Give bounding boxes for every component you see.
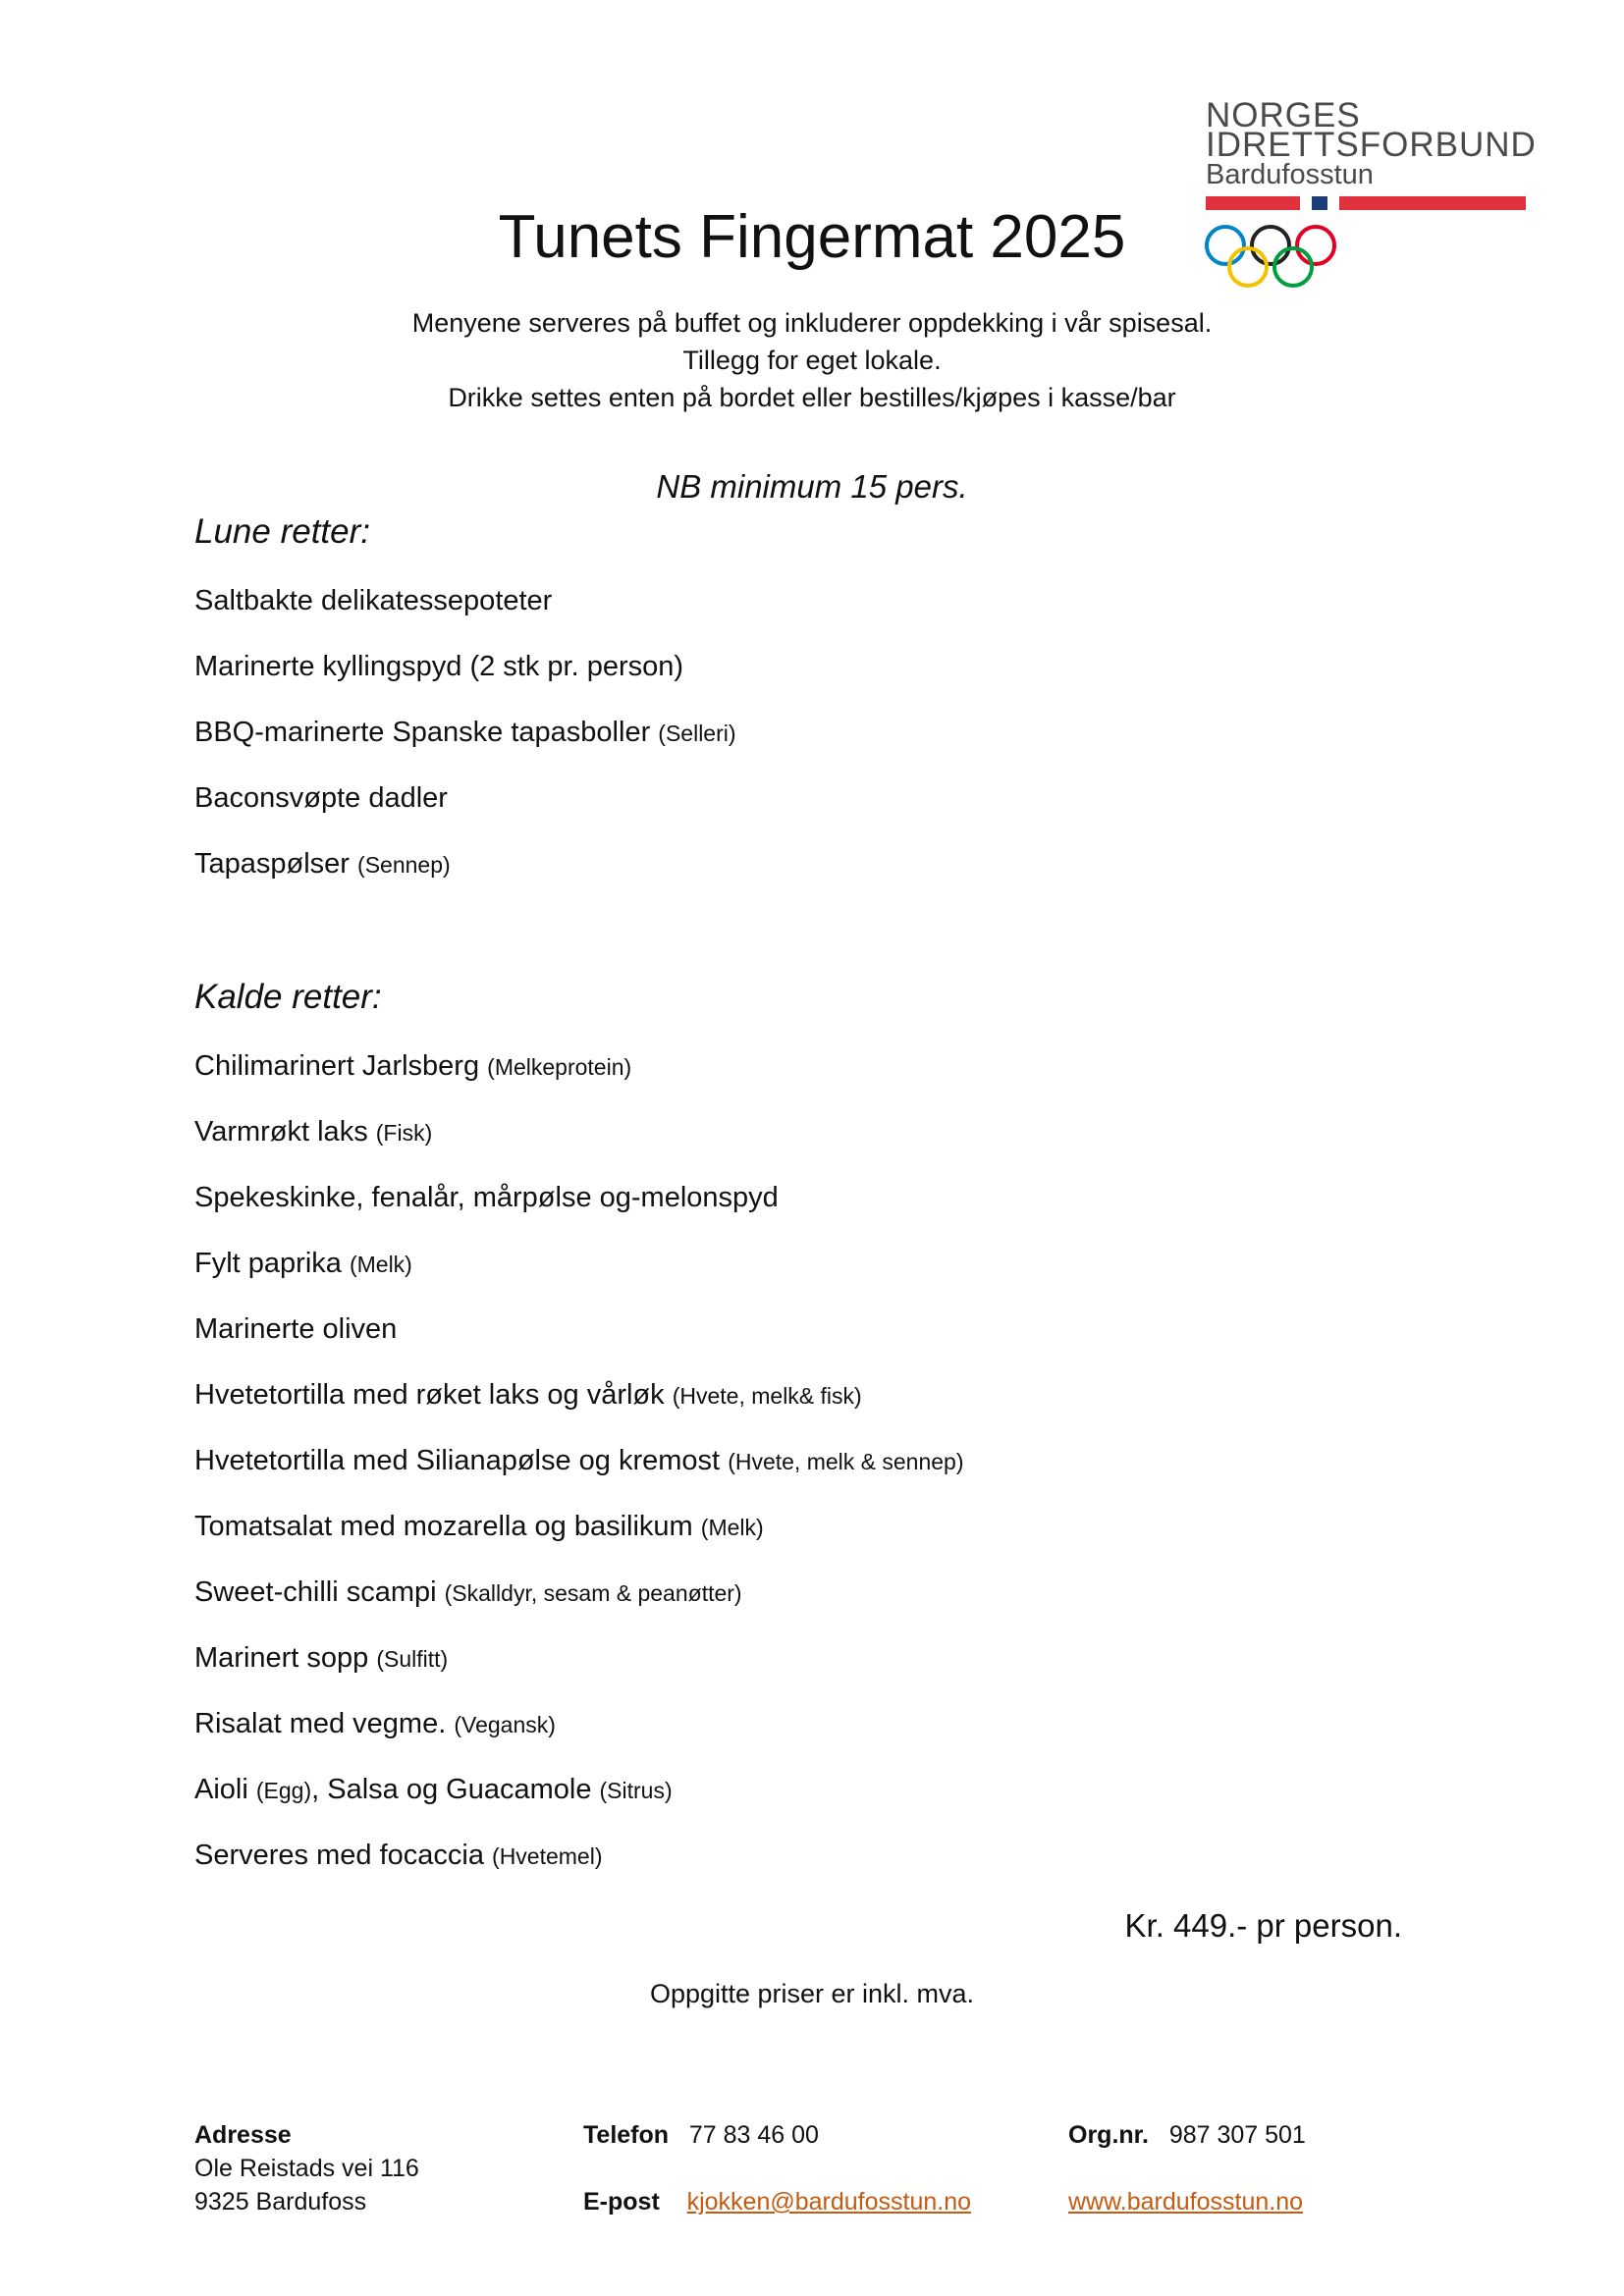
- allergen-label: (Melkeprotein): [487, 1054, 632, 1080]
- phone-number: 77 83 46 00: [688, 2121, 819, 2149]
- dish-name: BBQ-marinerte Spanske tapasboller: [194, 717, 651, 748]
- menu-item: [194, 1638, 964, 1704]
- dish-name: Marinerte oliven: [194, 1313, 398, 1345]
- email-label: E-post: [583, 2188, 660, 2216]
- footer-phone: [583, 2118, 819, 2152]
- menu-item: [194, 1704, 964, 1770]
- allergen-label: (Sitrus): [599, 1778, 673, 1803]
- price-per-person: Kr. 449.- pr person.: [1124, 1907, 1402, 1944]
- dish-name: Hvetetortilla med røket laks og vårløk: [194, 1379, 665, 1411]
- phone-label: Telefon: [583, 2121, 670, 2149]
- website-link[interactable]: www.bardufosstun.no: [1068, 2188, 1304, 2216]
- org-number: 987 307 501: [1168, 2121, 1306, 2149]
- dish-name: Serveres med focaccia: [194, 1840, 484, 1871]
- dish-name: Tapaspølser: [194, 848, 350, 880]
- dish-name-continued: , Salsa og Guacamole: [311, 1774, 592, 1805]
- intro-line: Drikke settes enten på bordet eller bestilles/kjøpes i kasse/bar: [448, 383, 1176, 412]
- allergen-label: (Melk): [700, 1515, 764, 1540]
- logo-text-norges: NORGES: [1206, 96, 1361, 134]
- dish-name: Marinerte kyllingspyd (2 stk pr. person): [194, 651, 684, 682]
- menu-item: [194, 647, 736, 713]
- menu-item: [194, 581, 736, 647]
- dish-name: Varmrøkt laks: [194, 1116, 368, 1148]
- allergen-label: (Selleri): [658, 721, 736, 746]
- intro-line: Menyene serveres på buffet og inkluderer oppdekking i vår spisesal.: [411, 308, 1213, 338]
- footer-email: [583, 2185, 971, 2218]
- allergen-label: (Vegansk): [454, 1712, 556, 1737]
- logo-text-bardufosstun: Bardufosstun: [1206, 159, 1374, 190]
- dish-name: Baconsvøpte dadler: [194, 782, 448, 814]
- allergen-label: (Skalldyr, sesam & peanøtter): [444, 1580, 742, 1606]
- org-label: Org.nr.: [1068, 2121, 1149, 2149]
- dish-name: Marinert sopp: [194, 1642, 369, 1674]
- dish-name: Hvetetortilla med Silianapølse og kremost: [194, 1445, 721, 1476]
- allergen-label: (Hvete, melk & sennep): [728, 1449, 964, 1474]
- address-line: Ole Reistads vei 116: [194, 2155, 419, 2182]
- menu-item: [194, 1046, 964, 1112]
- menu-item: [194, 1836, 964, 1901]
- page-title: Tunets Fingermat 2025: [498, 203, 1126, 271]
- footer-org: [1068, 2118, 1306, 2152]
- dish-name: Saltbakte delikatessepoteter: [194, 585, 553, 616]
- dish-name: Fylt paprika: [194, 1248, 342, 1279]
- allergen-label: (Hvete, melk& fisk): [672, 1383, 862, 1409]
- menu-item: [194, 1375, 964, 1441]
- footer-address: [194, 2118, 419, 2218]
- address-label: Adresse: [194, 2121, 292, 2149]
- warm-dishes-heading: Lune retter:: [194, 512, 370, 551]
- allergen-label: (Sennep): [357, 852, 451, 878]
- menu-item: [194, 1178, 964, 1244]
- menu-item: [194, 1573, 964, 1638]
- menu-item: [194, 713, 736, 778]
- allergen-label: (Fisk): [375, 1120, 433, 1146]
- dish-name: Spekeskinke, fenalår, mårpølse og-melonspyd: [194, 1182, 779, 1213]
- intro-line: Tillegg for eget lokale.: [682, 346, 942, 375]
- menu-item: [194, 1309, 964, 1375]
- footer-web: [1068, 2185, 1303, 2218]
- dish-name: Tomatsalat med mozarella og basilikum: [194, 1511, 693, 1542]
- menu-item: [194, 1112, 964, 1178]
- cold-dishes-heading: Kalde retter:: [194, 978, 382, 1016]
- vat-note: Oppgitte priser er inkl. mva.: [649, 1979, 975, 2008]
- dish-name: Aioli: [194, 1774, 248, 1805]
- warm-dishes-list: [194, 581, 736, 910]
- allergen-label: (Hvetemel): [492, 1843, 603, 1869]
- menu-item: [194, 1507, 964, 1573]
- address-line: 9325 Bardufoss: [194, 2188, 367, 2216]
- allergen-label: (Egg): [255, 1778, 312, 1803]
- menu-item: [194, 1244, 964, 1309]
- minimum-note: NB minimum 15 pers.: [656, 468, 968, 505]
- menu-item: [194, 844, 736, 910]
- allergen-label: (Sulfitt): [376, 1646, 449, 1672]
- email-link[interactable]: kjokken@bardufosstun.no: [686, 2188, 972, 2216]
- dish-name: Risalat med vegme.: [194, 1708, 447, 1739]
- dish-name: Chilimarinert Jarlsberg: [194, 1050, 480, 1082]
- menu-item: [194, 778, 736, 844]
- intro-text: [0, 304, 1624, 416]
- cold-dishes-list: [194, 1046, 964, 1901]
- allergen-label: (Melk): [349, 1252, 412, 1277]
- dish-name: Sweet-chilli scampi: [194, 1576, 437, 1608]
- menu-item: [194, 1770, 964, 1836]
- logo-text-idrettsforbund: IDRETTSFORBUND: [1206, 126, 1537, 164]
- menu-item: [194, 1441, 964, 1507]
